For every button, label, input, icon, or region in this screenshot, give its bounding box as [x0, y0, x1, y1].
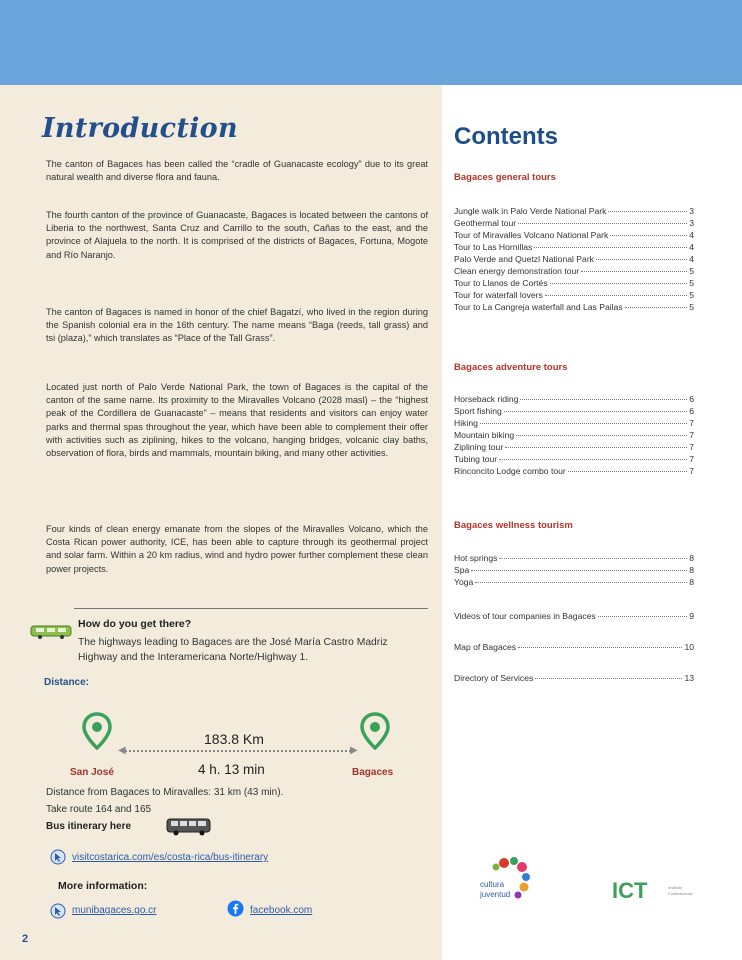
toc-list-general [454, 205, 694, 313]
facebook-link[interactable]: facebook.com [250, 905, 313, 916]
toc-item[interactable]: Spa 8 [454, 565, 694, 575]
toc-item[interactable]: Tour of Miravalles Volcano National Park 4 [454, 230, 694, 240]
car-icon [30, 623, 72, 639]
svg-text:ICT: ICT [612, 878, 648, 903]
toc-item[interactable]: Hiking 7 [454, 418, 694, 428]
svg-text:Instituto: Instituto [668, 885, 683, 890]
intro-paragraph-1: The canton of Bagaces has been called the “cradle of Guanacaste ecology” due to its great natural wealth and diverse flora and fauna. [46, 159, 428, 183]
svg-text:juventud: juventud [480, 890, 511, 899]
ict-logo [610, 875, 706, 905]
toc-item[interactable]: Palo Verde and Quetzl National Park 4 [454, 254, 694, 264]
intro-paragraph-4: Located just north of Palo Verde National Park, the town of Bagaces is the capital of the canton of the same name. Its proximity to the Miravalles Volcano (2028 masl) – the “highest peak of the Cordillera de Guanacaste” – means that residents and visitors can enjoy water parks and thermal spas throughout the year, which have been able to complement their offer with activities such as ziplining, hikes to the volcano, hanging bridges, volcanic clay baths, observation of flora, birds and mammals, mountain biking, and many other activities. [46, 382, 428, 459]
svg-text:cultura: cultura [480, 880, 505, 889]
toc-item[interactable]: Tubing tour 7 [454, 454, 694, 464]
top-color-band [0, 0, 742, 85]
facebook-icon [227, 900, 244, 917]
pointer-link-icon [50, 903, 66, 919]
intro-paragraph-5: Four kinds of clean energy emanate from the slopes of the Miravalles Volcano, which the Costa Rican power authority, ICE, has been able to capture through its geothermal project and solar farm. Within a 20 km radius, wind and hydro power further complement these clean power projects. [46, 524, 428, 574]
toc-item[interactable]: Tour to Llanos de Cortés 5 [454, 278, 694, 288]
pointer-link-icon [50, 849, 66, 865]
toc-list-wellness [454, 552, 694, 684]
bus-itinerary-link[interactable]: visitcostarica.com/es/costa-rica/bus-itinerary [72, 852, 269, 863]
introduction-title: Introduction [42, 113, 238, 144]
contents-title: Contents [454, 123, 558, 150]
arrow-left-icon: ◀ [118, 745, 126, 756]
section-divider [74, 608, 428, 609]
toc-section-title: Bagaces wellness tourism [454, 520, 573, 531]
route-instructions: Take route 164 and 165 [46, 804, 152, 815]
svg-text:Costarricense: Costarricense [668, 891, 693, 896]
culture-ministry-logo [466, 853, 546, 909]
bus-itinerary-label: Bus itinerary here [46, 821, 132, 832]
toc-list-adventure [454, 393, 694, 477]
toc-item[interactable]: Hot springs 8 [454, 553, 694, 563]
toc-item[interactable]: Sport fishing 6 [454, 406, 694, 416]
more-information-label: More information: [58, 880, 148, 892]
intro-paragraph-3: The canton of Bagaces is named in honor of the chief Bagatzí, who lived in the region during the Spanish colonial era in the 16th century. The name means “Baga (reeds, tall grass) and tsi (plaza),” which translates as “Place of the Tall Grass”. [46, 307, 428, 344]
toc-item[interactable]: Tour to La Cangreja waterfall and Las Pailas 5 [454, 302, 694, 312]
toc-item[interactable]: Tour for waterfall lovers 5 [454, 290, 694, 300]
destination-city: Bagaces [352, 767, 394, 778]
distance-to-miravalles: Distance from Bagaces to Miravalles: 31 km (43 min). [46, 787, 284, 798]
route-time: 4 h. 13 min [198, 762, 265, 777]
toc-item[interactable]: Directory of Services 13 [454, 673, 694, 683]
page-number: 2 [22, 933, 29, 945]
location-pin-icon [81, 712, 113, 750]
toc-section-title: Bagaces adventure tours [454, 362, 568, 373]
contents-column [442, 85, 742, 960]
toc-item[interactable]: Tour to Las Hornillas 4 [454, 242, 694, 252]
route-distance: 183.8 Km [204, 731, 264, 747]
location-pin-icon [359, 712, 391, 750]
municipality-link[interactable]: munibagaces.go.cr [72, 905, 157, 916]
toc-item[interactable]: Horseback riding 6 [454, 394, 694, 404]
how-to-get-there-title: How do you get there? [78, 618, 192, 630]
route-line [122, 750, 354, 752]
introduction-column [0, 85, 442, 960]
bus-icon [166, 818, 212, 836]
arrow-right-icon: ▶ [350, 745, 358, 756]
toc-item[interactable]: Map of Bagaces 10 [454, 642, 694, 652]
origin-city: San José [70, 767, 114, 778]
toc-item[interactable]: Mountain biking 7 [454, 430, 694, 440]
toc-item[interactable]: Yoga 8 [454, 577, 694, 587]
distance-label: Distance: [44, 677, 90, 688]
toc-section-title: Bagaces general tours [454, 172, 556, 183]
toc-item[interactable]: Ziplining tour 7 [454, 442, 694, 452]
how-to-get-there-body: The highways leading to Bagaces are the José María Castro Madriz Highway and the Interamericana Norte/Highway 1. [78, 637, 388, 663]
toc-item[interactable]: Jungle walk in Palo Verde National Park 3 [454, 206, 694, 216]
toc-item[interactable]: Videos of tour companies in Bagaces 9 [454, 611, 694, 621]
toc-item[interactable]: Geothermal tour 3 [454, 218, 694, 228]
toc-item[interactable]: Rinconcito Lodge combo tour 7 [454, 466, 694, 476]
toc-item[interactable]: Clean energy demonstration tour 5 [454, 266, 694, 276]
intro-paragraph-2: The fourth canton of the province of Guanacaste, Bagaces is located between the cantons of Liberia to the northwest, Santa Cruz and Carrillo to the south, Cañas to the east, and the province of Alajuela to the north. It is comprised of the districts of Bagaces, Fortuna, Mogote and Río Naranjo. [46, 210, 428, 260]
